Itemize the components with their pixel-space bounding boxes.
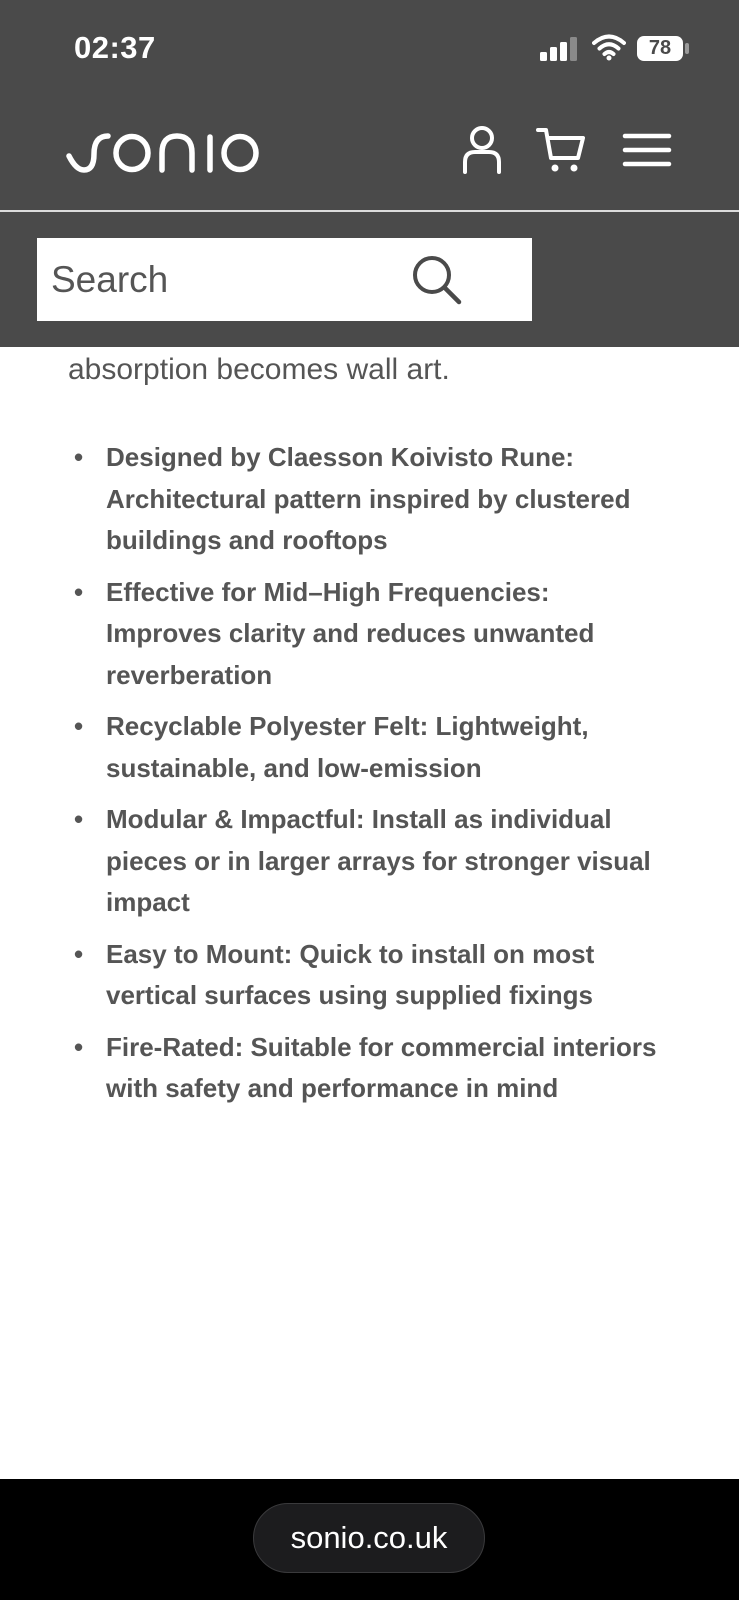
cart-icon[interactable] <box>536 124 588 176</box>
product-description <box>0 347 739 1479</box>
intro-text: absorption becomes wall art. <box>68 353 450 386</box>
status-time: 02:37 <box>74 30 156 65</box>
address-bar[interactable]: sonio.co.uk <box>253 1503 485 1573</box>
account-icon[interactable] <box>456 124 508 176</box>
feature-item <box>70 1027 670 1110</box>
feature-item <box>70 799 670 924</box>
search-bar <box>37 238 532 321</box>
feature-text: Modular & Impactful: Install as individual pieces or in larger arrays for stronger visual impact <box>106 804 651 917</box>
bullet: • <box>74 938 84 969</box>
menu-icon[interactable] <box>621 124 673 176</box>
bullet: • <box>74 442 84 472</box>
sonio-logo[interactable] <box>66 126 266 176</box>
feature-text: Recyclable Polyester Felt: Lightweight, sustainable, and low-emission <box>106 711 589 783</box>
header-divider <box>0 210 739 212</box>
feature-text: Designed by Claesson Koivisto Rune: Architectural pattern inspired by clustered buildings and rooftops <box>106 442 631 555</box>
bullet: • <box>74 711 84 741</box>
battery-level: 78 <box>648 37 672 59</box>
feature-text: Fire-Rated: Suitable for commercial interiors with safety and performance in mind <box>106 1031 657 1103</box>
search-input[interactable] <box>51 238 431 321</box>
bullet: • <box>74 1031 84 1062</box>
feature-item <box>70 437 670 562</box>
nav-bar <box>0 100 739 211</box>
feature-list <box>70 437 670 1120</box>
feature-item <box>70 706 670 789</box>
bullet: • <box>74 576 84 607</box>
wifi-icon <box>592 33 626 61</box>
search-icon[interactable] <box>409 252 465 308</box>
site-header <box>0 0 739 347</box>
cellular-signal-icon <box>540 37 578 61</box>
status-bar <box>0 0 739 100</box>
battery-icon <box>636 35 690 62</box>
bullet: • <box>74 804 84 834</box>
browser-bottom-bar <box>0 1479 739 1600</box>
feature-text: Effective for Mid–High Frequencies: Improves clarity and reduces unwanted reverberation <box>106 576 595 690</box>
feature-item <box>70 934 670 1017</box>
feature-text: Easy to Mount: Quick to install on most vertical surfaces using supplied fixings <box>106 938 595 1010</box>
feature-item <box>70 572 670 697</box>
